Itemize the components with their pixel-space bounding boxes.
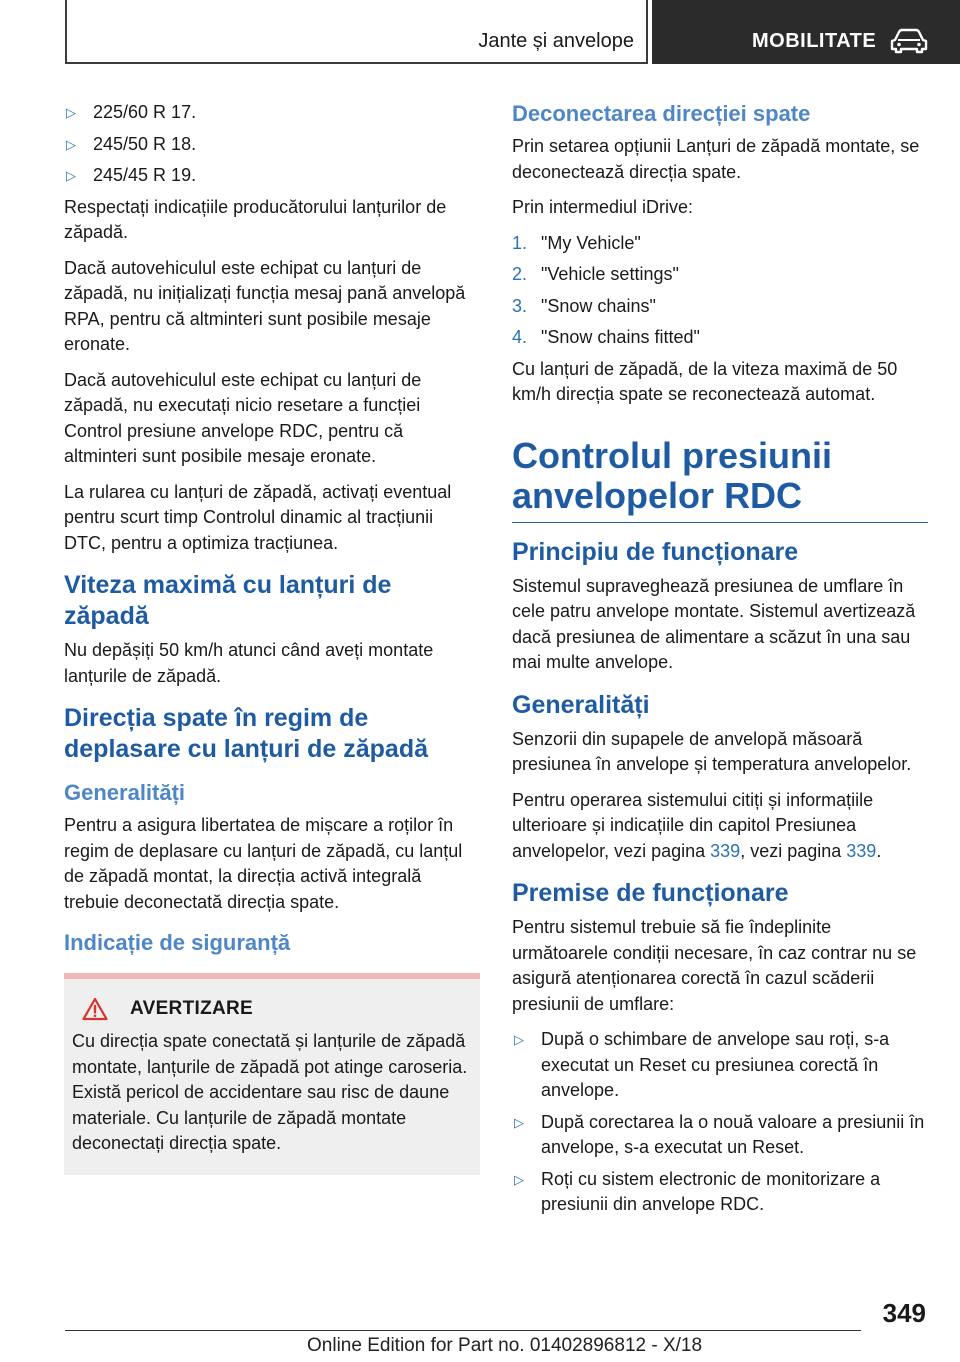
paragraph: Prin intermediul iDrive: [512, 197, 694, 217]
list-item: ▷ 225/60 R 17. [64, 100, 480, 126]
heading-general-rdc: Generalități [512, 690, 650, 719]
step-item: 1. "My Vehicle" [512, 232, 641, 253]
arrow-bullet-icon: ▷ [514, 1032, 524, 1047]
heading-disconnect-rear-steering: Deconectarea direcției spate [512, 101, 811, 126]
paragraph: Pentru a asigura libertatea de mișcare a roților în regim de deplasare cu lanțuri de zăpadă, cu lanțul de zăpadă montat, la direcția activă integrală trebuie deconectată direcția spate. [64, 815, 463, 912]
list-item: ▷ 245/50 R 18. [64, 132, 480, 158]
arrow-bullet-icon: ▷ [514, 1114, 524, 1130]
step-item: 2. "Vehicle settings" [512, 264, 679, 284]
idrive-steps [512, 231, 928, 351]
paragraph: La rularea cu lanțuri de zăpadă, activați eventual pentru scurt timp Controlul dinamic al tracțiunii DTC, pentru a optimiza tracțiunea. [64, 481, 452, 553]
paragraph-operation: Pentru operarea sistemului citiți și informațiile ulterioare și indicațiile din capitol Presiunea anvelopelor, vezi pagina 339, vezi pagina 339. [512, 789, 882, 861]
page-link[interactable]: 339 [710, 840, 741, 861]
arrow-bullet-icon: ▷ [514, 1171, 524, 1187]
paragraph: Dacă autovehiculul este echipat cu lanțuri de zăpadă, nu executați nicio resetare a funcției Control presiune anvelope RDC, pentru că altminteri sunt posibile mesaje eronate. [64, 369, 422, 466]
tire-size-list [64, 100, 480, 189]
header-frame [65, 0, 648, 64]
heading-general: Generalități [64, 780, 186, 805]
paragraph: Pentru sistemul trebuie să fie îndeplinite următoarele condiții necesare, în caz contrar nu se asigură atenționarea corectă în cazul scăderii presiunii de umflare: [512, 917, 917, 1014]
paragraph: Senzorii din supapele de anvelopă măsoară presiunea în anvelope și temperatura anvelopelor. [512, 728, 912, 774]
arrow-bullet-icon: ▷ [66, 105, 76, 120]
warning-triangle-icon [82, 997, 108, 1021]
heading-prerequisites: Premise de funcționare [512, 879, 789, 907]
step-item: 4. "Snow chains fitted" [512, 327, 700, 347]
arrow-bullet-icon: ▷ [66, 168, 76, 183]
page-number: 349 [882, 1298, 926, 1328]
warning-title: AVERTIZARE [130, 998, 253, 1019]
heading-max-speed: Viteza maximă cu lanțuri de zăpadă [64, 571, 392, 630]
left-column [64, 100, 480, 1175]
heading-principle: Principiu de funcționare [512, 537, 799, 566]
paragraph: Nu depășiți 50 km/h atunci când aveți montate lanțurile de zăpadă. [64, 640, 434, 686]
paragraph: Prin setarea opțiunii Lanțuri de zăpadă montate, se deconectează direcția spate. [512, 136, 920, 182]
heading-rdc: Controlul presiunii anvelopelor RDC [512, 436, 928, 523]
right-column [512, 100, 928, 1224]
car-icon [889, 28, 929, 54]
paragraph: Dacă autovehiculul este echipat cu lanțuri de zăpadă, nu inițializați funcția mesaj pană anvelopă RPA, pentru că altminteri sunt posibile mesaje eronate. [64, 257, 466, 354]
warning-box [64, 979, 480, 1175]
paragraph: Sistemul supraveghează presiunea de umflare în cele patru anvelope montate. Sistemul avertizează dacă presiunea de alimentare a scăzut în una sau mai multe anvelope. [512, 575, 916, 672]
heading-safety-note: Indicație de siguranță [64, 930, 291, 955]
warning-text: Cu direcția spate conectată și lanțurile de zăpadă montate, lanțurile de zăpadă pot atinge caroseria. Există pericol de accidentare sau risc de daune materiale. Cu lanțurile de zăpadă montate deconectați direcția spate. [72, 1031, 468, 1153]
list-item: ▷ După corectarea la o nouă valoare a presiunii în anvelope, s-a executat un Reset. [514, 1111, 925, 1157]
heading-rear-steering: Direcția spate în regim de deplasare cu lanțuri de zăpadă [64, 704, 429, 763]
list-item: ▷ Roți cu sistem electronic de monitorizare a presiunii din anvelope RDC. [514, 1168, 881, 1214]
arrow-bullet-icon: ▷ [66, 136, 76, 152]
paragraph: Respectați indicațiile producătorului lanțurilor de zăpadă. [64, 196, 447, 242]
warning-header [72, 997, 472, 1021]
step-item: 3. "Snow chains" [512, 295, 656, 316]
chapter-tab[interactable] [652, 0, 960, 64]
footer-edition: Online Edition for Part no. 01402896812 - X/18 [307, 1335, 703, 1356]
list-item: ▷ După o schimbare de anvelope sau roți, s-a executat un Reset cu presiunea corectă în anvelope. [514, 1029, 890, 1100]
chapter-tab-label: MOBILITATE [752, 30, 877, 52]
prerequisite-list [512, 1027, 928, 1218]
footer-rule [65, 1330, 861, 1331]
list-item: ▷ 245/45 R 19. [64, 163, 480, 189]
page-link[interactable]: 339 [846, 840, 877, 861]
paragraph: Cu lanțuri de zăpadă, de la viteza maximă de 50 km/h direcția spate se reconectează automat. [512, 358, 898, 404]
section-title: Jante și anvelope [478, 30, 634, 52]
